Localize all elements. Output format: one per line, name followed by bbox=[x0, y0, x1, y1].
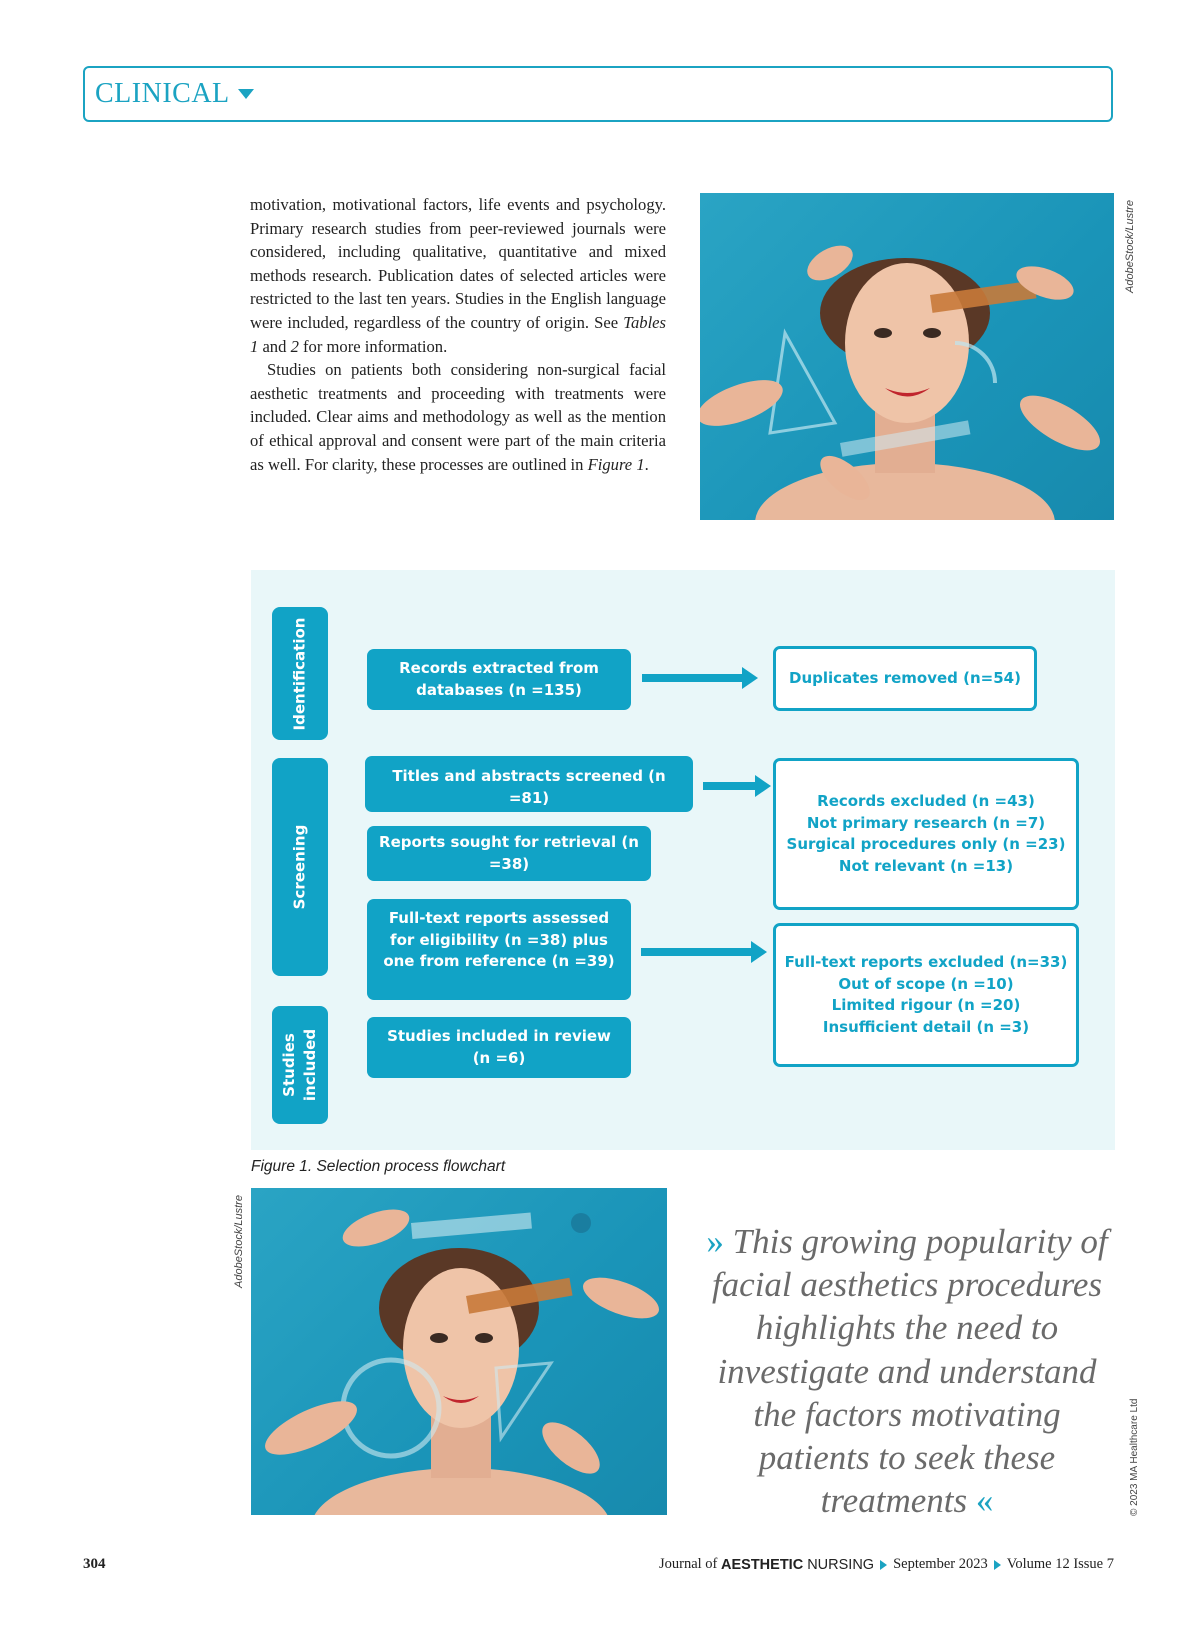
photo-credit: AdobeStock/Lustre bbox=[233, 1195, 245, 1288]
triangle-right-icon bbox=[880, 1560, 887, 1570]
copyright-notice: © 2023 MA Healthcare Ltd bbox=[1129, 1398, 1140, 1516]
body-text-run: for more information. bbox=[298, 336, 448, 356]
stage-label: Screening bbox=[290, 824, 309, 910]
stage-screening bbox=[272, 758, 328, 976]
stage-label-line: included bbox=[301, 1028, 319, 1102]
body-text-run: . bbox=[644, 454, 649, 474]
section-header-box bbox=[83, 66, 1113, 122]
quote-close-mark: « bbox=[975, 1481, 994, 1521]
article-body bbox=[250, 193, 666, 476]
fulltext-assessed-box: Full-text reports assessed for eligibility (n =38) plus one from reference (n =39) bbox=[367, 899, 631, 1000]
pull-quote-text: This growing popularity of facial aesthetics procedures highlights the need to investigate and understand the factors motivating patients to seek these treatments bbox=[711, 1222, 1108, 1521]
body-paragraph bbox=[250, 193, 666, 358]
figure-caption: Figure 1. Selection process flowchart bbox=[251, 1158, 506, 1175]
pull-quote bbox=[700, 1220, 1114, 1522]
fulltext-excluded-box bbox=[773, 923, 1079, 1067]
journal-footer bbox=[659, 1556, 1114, 1573]
studies-included-box bbox=[367, 1017, 631, 1078]
excluded-line: Insufficient detail (n =3) bbox=[822, 1017, 1030, 1036]
body-text-run: and bbox=[258, 336, 291, 356]
studies-included-line: Studies included in review bbox=[387, 1027, 611, 1045]
excluded-line: Not primary research (n =7) bbox=[806, 813, 1046, 832]
issue-volume: Volume 12 Issue 7 bbox=[1006, 1556, 1114, 1572]
photo-credit: AdobeStock/Lustre bbox=[1124, 200, 1136, 293]
arrow-right-icon bbox=[642, 667, 758, 689]
excluded-line: Records excluded (n =43) bbox=[817, 792, 1035, 810]
table-reference: 2 bbox=[290, 336, 299, 356]
journal-brand: AESTHETIC bbox=[721, 1556, 804, 1573]
excluded-line: Out of scope (n =10) bbox=[838, 974, 1014, 993]
section-label bbox=[95, 78, 254, 110]
flowchart-panel bbox=[251, 570, 1115, 1150]
page-number: 304 bbox=[83, 1556, 106, 1572]
excluded-line: Surgical procedures only (n =23) bbox=[786, 835, 1066, 853]
records-excluded-box bbox=[773, 758, 1079, 910]
excluded-line: Limited rigour (n =20) bbox=[831, 996, 1021, 1014]
stage-label: Identification bbox=[290, 617, 309, 730]
excluded-line: Not relevant (n =13) bbox=[838, 856, 1014, 875]
arrow-right-icon bbox=[703, 775, 771, 797]
titles-screened-box: Titles and abstracts screened (n =81) bbox=[365, 756, 693, 812]
arrow-right-icon bbox=[641, 941, 767, 963]
records-extracted-box: Records extracted from databases (n =135) bbox=[367, 649, 631, 710]
stage-label bbox=[279, 1029, 321, 1101]
stage-label-line: Studies bbox=[280, 1033, 298, 1097]
body-text-run: motivation, motivational factors, life events and psychology. Primary research studies from peer-reviewed journals were considered, including qualitative, quantitative and mixed methods research. Publication dates of selected articles were restricted to the last ten years. Studies in the English language were included, regardless of the country of origin. See bbox=[250, 195, 666, 332]
stage-identification bbox=[272, 607, 328, 740]
section-title: CLINICAL bbox=[95, 78, 230, 109]
photo-woman-measured-bottom bbox=[251, 1188, 667, 1515]
reports-sought-box: Reports sought for retrieval (n =38) bbox=[367, 826, 651, 881]
studies-included-line: (n =6) bbox=[472, 1048, 526, 1067]
quote-open-mark: » bbox=[706, 1222, 724, 1261]
figure-reference: Figure 1 bbox=[587, 454, 645, 474]
journal-prefix: Journal of bbox=[658, 1556, 721, 1572]
excluded-line: Full-text reports excluded (n=33) bbox=[784, 953, 1068, 971]
body-text-run: Studies on patients both considering non-surgical facial aesthetic treatments and proceeding with treatments were included. Clear aims and methodology as well as the mention of ethical approval and consent were part of the main criteria as well. For clarity, these processes are outlined in bbox=[250, 360, 666, 474]
table-reference: Tables 1 bbox=[250, 312, 666, 356]
body-paragraph bbox=[250, 358, 666, 476]
journal-brand-suffix: NURSING bbox=[803, 1556, 875, 1573]
triangle-right-icon bbox=[994, 1560, 1001, 1570]
photo-woman-measured-top bbox=[700, 193, 1114, 520]
duplicates-removed-box bbox=[773, 646, 1037, 711]
issue-date: September 2023 bbox=[893, 1556, 988, 1572]
triangle-down-icon bbox=[238, 89, 254, 99]
duplicates-removed-text: Duplicates removed (n=54) bbox=[789, 668, 1021, 687]
stage-studies-included bbox=[272, 1006, 328, 1124]
